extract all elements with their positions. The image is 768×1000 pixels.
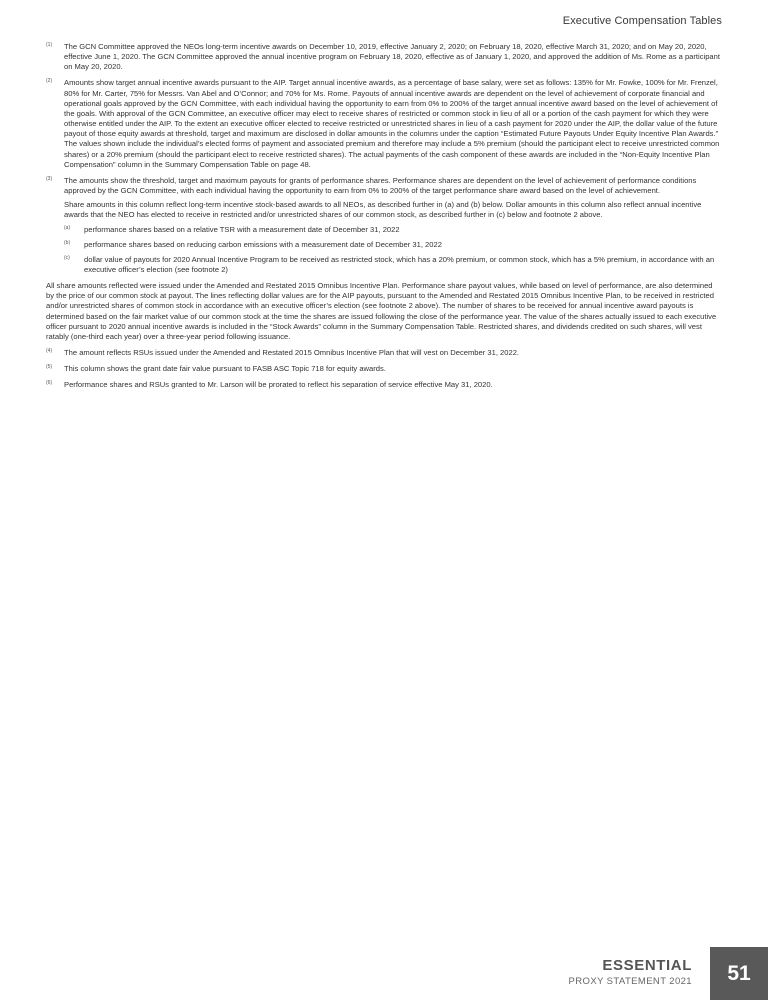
footnote-text: This column shows the grant date fair value pursuant to FASB ASC Topic 718 for equity awards. (64, 364, 386, 374)
footnote-marker: (3) (46, 175, 53, 182)
page-number: 51 (710, 947, 768, 1000)
brand-subtitle: PROXY STATEMENT 2021 (568, 976, 692, 987)
footnote-text: The amount reflects RSUs issued under the Amended and Restated 2015 Omnibus Incentive Plan that will vest on December 31, 2022. (64, 348, 520, 358)
footnote-3-closing: All share amounts reflected were issued under the Amended and Restated 2015 Omnibus Incentive Plan. Performance share payout values, while based on level of performance, are also determined by the price of our common stock at payout. The lines reflecting dollar values are for the AIP payouts, pursuant to the Amended and Restated 2015 Omnibus Incentive Plan, to be received in restricted and/or unrestricted shares of common stock in accordance with an executive officer’s election (see footnote 2 above). The number of shares to be received for annual incentive award payouts is determined based on the fair market value of our common stock at the time the shares are issued following the close of the performance year. The value of the shares actually issued to each executive officer pursuant to 2020 annual incentive awards is included in the “Stock Awards” column in the Summary Compensation Table. Restricted shares, and dividends credited on such shares, will vest ratably (one-third each year) over a three-year period following issuance. (46, 281, 717, 341)
footnote-text: The GCN Committee approved the NEOs long-term incentive awards on December 10, 2019, effective January 2, 2020; on February 18, 2020, effective March 31, 2020; and on May 20, 2020, effective June 1, 2020. The GCN Committee approved the annual incentive program on February 18, 2020, effective as of January 1, 2020, and approved the addition of Ms. Rome as a participant on May 20, 2020. (64, 42, 720, 72)
footnote-text: Performance shares and RSUs granted to Mr. Larson will be prorated to reflect his separation of service effective May 31, 2020. (64, 380, 493, 390)
brand-name: ESSENTIAL (602, 957, 692, 974)
footnote-text: Amounts show target annual incentive awards pursuant to the AIP. Target annual incentive awards, as a percentage of base salary, were set as follows: 135% for Mr. Fowke, 100% for Mr. Frenzel, 80% for Mr. Carter, 75% for Messrs. Van Abel and O’Connor; and 70% for Ms. Rome. Payouts of annual incentive awards are dependent on the level of achievement of corporate financial and operational goals approved by the GCN Committee, with each individual having the opportunity to earn from 0% to 200% of the target annual incentive award based on the level of achievement of the goals. With approval of the GCN Committee, an executive officer may elect to receive shares of restricted or common stock in lieu of all or a portion of the cash payment for which they were otherwise entitled under the AIP. To the extent an executive officer elected to receive restricted or unrestricted shares in lieu of a cash payment for 2020 under the AIP, the dollar value of the future payout of those equity awards at threshold, target and maximum are disclosed in dollar amounts in the columns under the caption “Estimated Future Payouts Under Equity Incentive Plan Awards.” The values shown include the individual’s elected forms of payment and associated premium and therefore may include a 5% premium (should the participant elect to receive unrestricted common shares) or a 20% premium (should the participant elect to receive restricted shares). The actual payments of the cash component of these awards are included in the “Non-Equity Incentive Plan Compensation” column in the Summary Compensation Table on page 48. (64, 78, 720, 169)
footnote-subitem-b (64, 240, 722, 250)
footnote-subitem-a (64, 225, 722, 235)
footnote-marker: (4) (46, 348, 53, 355)
footnote-marker: (5) (46, 364, 53, 371)
subitem-text: performance shares based on a relative TSR with a measurement date of December 31, 2022 (84, 224, 400, 234)
footnote-text: Share amounts in this column reflect long-term incentive stock-based awards to all NEOs, as described further in (a) and (b) below. Dollar amounts in this column also reflect annual incentive awards that the NEO has elected to receive in restricted and/or unrestricted shares of our common stock, as described further in (c) below and footnote 2 above. (64, 200, 702, 220)
page-header-title: Executive Compensation Tables (562, 15, 722, 27)
footnote-marker: (6) (46, 380, 53, 387)
footnote-subitem-c (64, 255, 722, 275)
subitem-marker: (c) (64, 254, 70, 261)
footnotes (46, 42, 722, 397)
footnote-1 (46, 42, 722, 72)
footnote-marker: (1) (46, 42, 53, 48)
footnote-5 (46, 364, 722, 374)
footnote-marker: (2) (46, 78, 53, 85)
subitem-text: dollar value of payouts for 2020 Annual Incentive Program to be received as restricted stock, which has a 20% premium, or common stock, which has a 5% premium, in accordance with an executive officer’s election (see footnote 2) (84, 254, 715, 274)
footnote-2 (46, 78, 722, 169)
footer-brand (569, 958, 692, 988)
subitem-text: performance shares based on reducing carbon emissions with a measurement date of December 31, 2022 (84, 239, 442, 249)
subitem-marker: (a) (64, 224, 71, 231)
subitem-marker: (b) (64, 239, 71, 246)
footnote-6 (46, 380, 722, 390)
footnote-3 (46, 176, 722, 275)
footnote-4 (46, 348, 722, 358)
footnote-text: The amounts show the threshold, target and maximum payouts for grants of performance shares. Performance shares are dependent on the level of achievement of performance conditions approved by the GCN Committee, with each individual having the opportunity to earn from 0% to 200% of the target performance share award based on the level of achievement. (64, 175, 697, 196)
